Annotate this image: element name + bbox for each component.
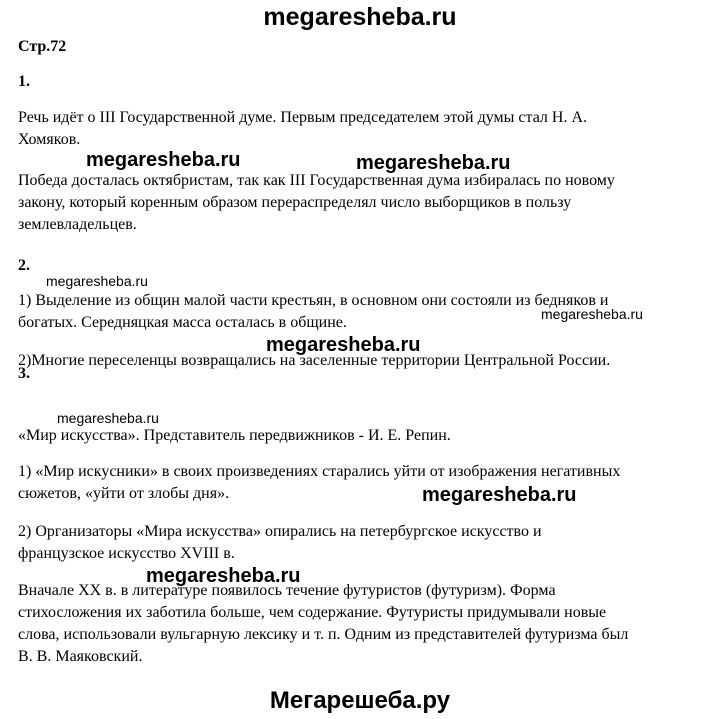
site-header: megaresheba.ru [263,3,457,31]
text-line: французское искусство XVIII в. [18,545,235,562]
watermark: megaresheba.ru [46,273,148,289]
text-line: Вначале XX в. в литературе появилось течение футуристов (футуризм). Форма [18,582,556,599]
watermark: megaresheba.ru [541,306,643,322]
text-line: Победа досталась октябристам, так как III Государственная дума избиралась по новому [18,172,615,189]
watermark: megaresheba.ru [356,152,511,174]
question-number-2: 2. [18,257,30,274]
question-number-3 [18,362,30,382]
watermark: megaresheba.ru [146,565,301,587]
text-line: слова, использовали вульгарную лексику и т. п. Одним из представителей футуризма был [18,626,629,643]
text-line: 2) Организаторы «Мира искусства» опирались на петербургское искусство и [18,523,542,540]
watermark: megaresheba.ru [86,149,241,171]
text-line: 1) «Мир искусники» в своих произведениях старались уйти от изображения негативных [18,463,621,480]
question-number-1: 1. [18,73,30,90]
text-line: сюжетов, «уйти от злобы дня». [18,485,230,502]
site-footer: Мегарешеба.ру [269,687,451,714]
paragraph [18,290,608,334]
text-line: 1) Выделение из общин малой части крестьян, в основном они состояли из бедняков и [18,292,609,309]
paragraph [18,521,542,565]
watermark: megaresheba.ru [266,334,421,356]
text-line: богатых. Середняцкая масса осталась в общине. [18,314,347,331]
paragraph [18,425,451,447]
paragraph [18,170,615,236]
page-label: Стр.72 [18,38,67,55]
question-number-3-text: 3. [18,365,30,382]
watermark: megaresheba.ru [57,410,159,426]
text-line: стихосложения их заботила больше, чем содержание. Футуристы придумывали новые [18,604,607,621]
text-line: «Мир искусства». Представитель передвижников - И. Е. Репин. [18,427,451,444]
paragraph [18,107,587,151]
text-line: закону, который коренным образом перераспределял число выборщиков в пользу [18,194,572,211]
text-line: Хомяков. [18,131,81,148]
text-line: 2)Многие переселенцы возвращались на заселенные территории Центральной России. [18,352,611,369]
paragraph [18,580,628,668]
text-line: В. В. Маяковский. [18,648,143,665]
text-line: землевладельцев. [18,216,137,233]
watermark: megaresheba.ru [422,484,577,506]
text-line: Речь идёт о III Государственной думе. Первым председателем этой думы стал Н. А. [18,109,588,126]
